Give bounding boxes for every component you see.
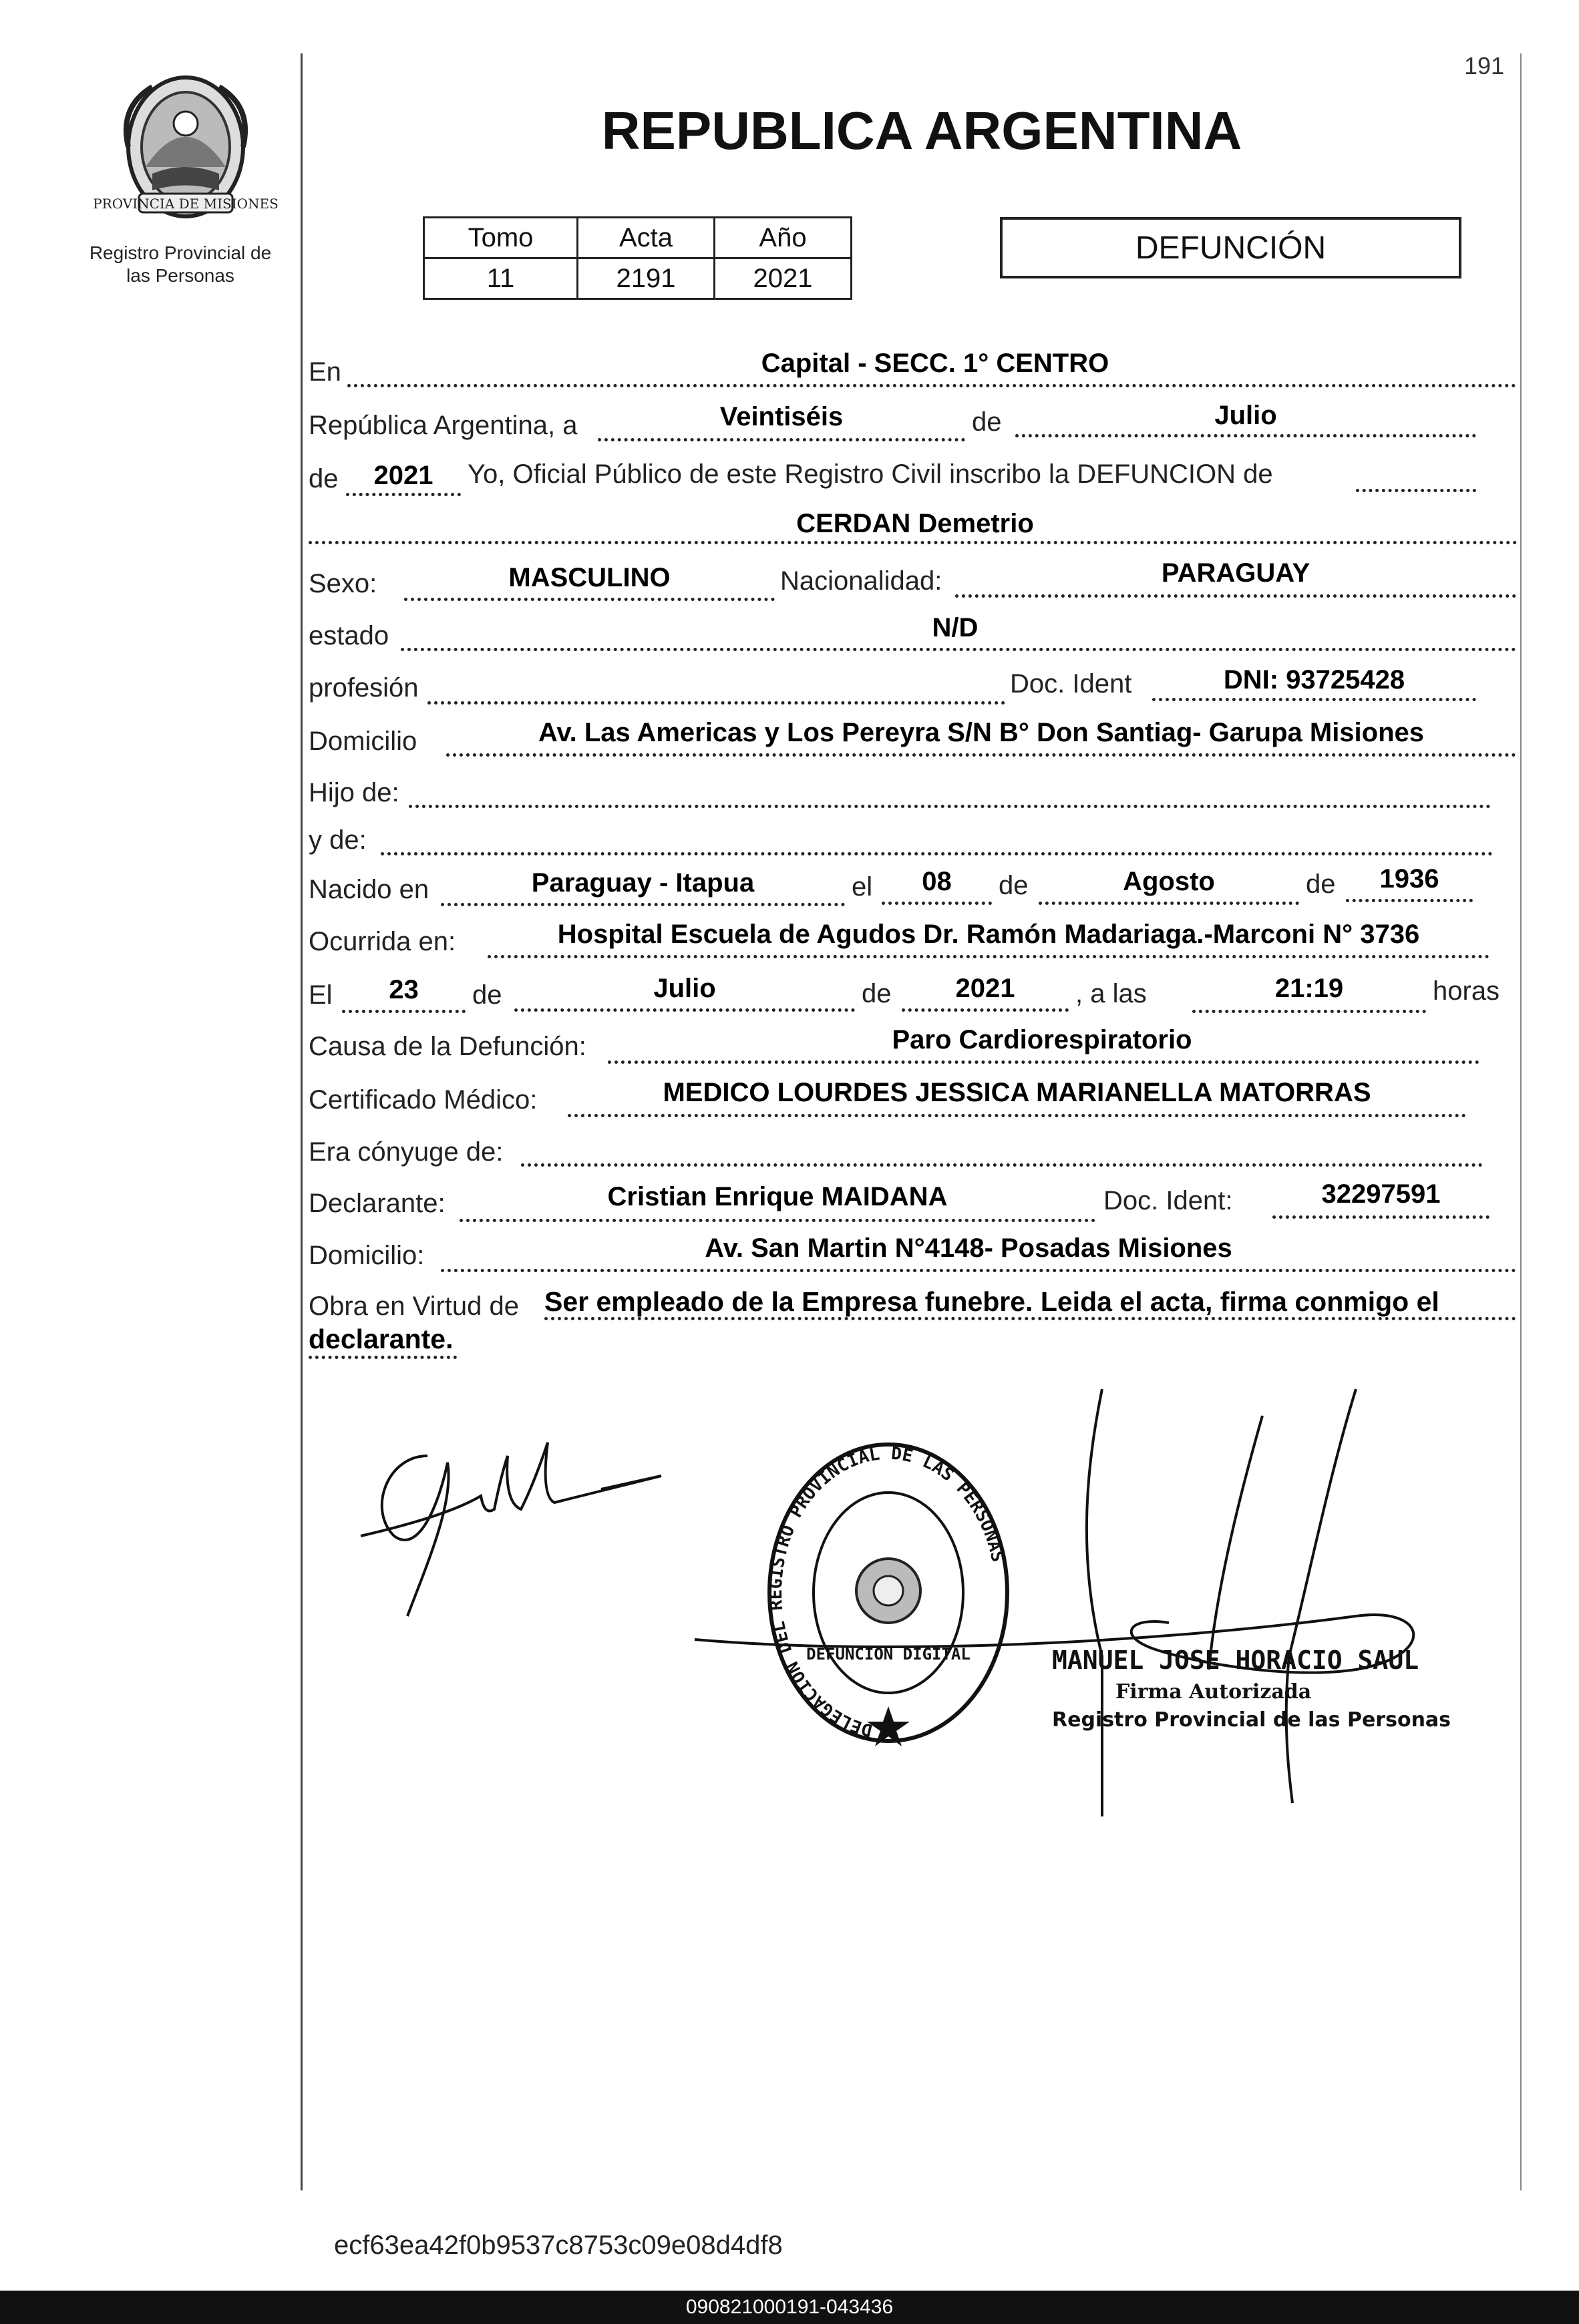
nacido-place: Paraguay - Itapua — [531, 868, 755, 898]
nacido-month-line — [1039, 902, 1299, 905]
year-prefix: de — [309, 464, 339, 494]
month-value: Julio — [1214, 401, 1277, 430]
ocurrida-label: Ocurrida en: — [309, 927, 456, 956]
declarant-signature — [347, 1416, 681, 1629]
death-de1-label: de — [472, 980, 502, 1010]
obra-label: Obra en Virtud de — [309, 1292, 520, 1321]
death-month-line — [514, 1008, 855, 1012]
death-day: 23 — [389, 975, 419, 1004]
certificado-label: Certificado Médico: — [309, 1085, 538, 1115]
nacido-place-line — [441, 903, 845, 906]
official-signature — [688, 1376, 1476, 1830]
alas-label: , a las — [1075, 979, 1147, 1008]
official-org: Registro Provincial de las Personas — [1052, 1708, 1451, 1732]
doc2-label: Doc. Ident: — [1103, 1186, 1233, 1215]
year-line — [346, 493, 461, 496]
month-de-label: de — [972, 407, 1002, 437]
doc2-line — [1272, 1215, 1489, 1219]
domicilio-line — [446, 753, 1516, 757]
nacido-de1-label: de — [999, 871, 1029, 900]
doc-ident-label: Doc. Ident — [1010, 669, 1132, 699]
nacido-day-line — [882, 902, 992, 905]
value-acta: 2191 — [578, 258, 715, 299]
domicilio2-label: Domicilio: — [309, 1241, 425, 1270]
left-margin-rule — [301, 53, 303, 2190]
nacido-el-label: el — [852, 872, 873, 902]
year-value: 2021 — [373, 461, 433, 490]
name-line — [309, 541, 1518, 544]
hijo-line — [409, 805, 1491, 808]
doc-ident-line — [1152, 698, 1476, 701]
republica-label: República Argentina, a — [309, 411, 578, 440]
yde-label: y de: — [309, 825, 367, 855]
header-anio: Año — [715, 218, 852, 258]
value-anio: 2021 — [715, 258, 852, 299]
nacido-day: 08 — [922, 867, 952, 896]
causa-value: Paro Cardiorespiratorio — [892, 1025, 1192, 1054]
footer-code: 090821000191-043436 — [685, 2296, 894, 2318]
value-tomo: 11 — [424, 258, 578, 299]
estado-value: N/D — [932, 613, 979, 642]
death-el-label: El — [309, 980, 333, 1010]
en-line — [347, 384, 1516, 387]
domicilio2-line — [441, 1269, 1516, 1272]
official-name: MANUEL JOSE HORACIO SAUL — [1052, 1645, 1419, 1675]
death-day-line — [342, 1010, 466, 1013]
domicilio2-value: Av. San Martin N°4148- Posadas Misiones — [705, 1233, 1232, 1263]
nacionalidad-label: Nacionalidad: — [780, 566, 942, 596]
nacido-month: Agosto — [1123, 867, 1215, 896]
nacido-year-line — [1346, 899, 1473, 902]
domicilio-label: Domicilio — [309, 727, 417, 756]
conyuge-line — [521, 1163, 1483, 1167]
death-de2-label: de — [862, 979, 892, 1008]
record-type: DEFUNCIÓN — [1135, 230, 1327, 266]
declarante-value: Cristian Enrique MAIDANA — [607, 1182, 948, 1211]
inscribo-line — [1356, 489, 1476, 492]
page-title: REPUBLICA ARGENTINA — [601, 101, 1242, 160]
obra-line1 — [544, 1317, 1516, 1320]
registry-label-line1: Registro Provincial de — [89, 242, 272, 263]
declarante-label: Declarante: — [309, 1189, 446, 1218]
stamp-inner-text: DEFUNCION DIGITAL — [806, 1645, 971, 1664]
header-tomo: Tomo — [424, 218, 578, 258]
horas-label: horas — [1433, 976, 1500, 1006]
nacionalidad-value: PARAGUAY — [1161, 558, 1310, 588]
nacido-year: 1936 — [1379, 864, 1439, 894]
death-time: 21:19 — [1274, 974, 1344, 1003]
certificado-line — [568, 1114, 1466, 1117]
death-year-line — [902, 1008, 1069, 1012]
record-type-box — [1000, 217, 1461, 278]
registry-label-line2: las Personas — [126, 265, 234, 286]
causa-line — [608, 1060, 1479, 1064]
sexo-line — [404, 598, 775, 601]
certificado-value: MEDICO LOURDES JESSICA MARIANELLA MATORRAS — [663, 1078, 1371, 1107]
yde-line — [381, 852, 1493, 855]
profesion-line — [427, 701, 1005, 705]
deceased-name: CERDAN Demetrio — [796, 509, 1034, 538]
en-value: Capital - SECC. 1° CENTRO — [761, 349, 1109, 378]
registry-label — [73, 242, 287, 287]
province-seal — [93, 67, 279, 220]
causa-label: Causa de la Defunción: — [309, 1032, 586, 1061]
death-time-line — [1192, 1010, 1426, 1013]
profesion-label: profesión — [309, 673, 419, 703]
day-value: Veintiséis — [719, 402, 844, 431]
nacido-label: Nacido en — [309, 875, 429, 904]
footer-bar — [0, 2291, 1579, 2324]
ocurrida-value: Hospital Escuela de Agudos Dr. Ramón Madariaga.-Marconi N° 3736 — [557, 920, 1420, 949]
stamp-ring-text: DELEGACION DEL REGISTRO PROVINCIAL DE LAS PERSONAS — [765, 1443, 1008, 1740]
obra-value-line1: Ser empleado de la Empresa funebre. Leida el acta, firma conmigo el — [544, 1286, 1439, 1317]
document-hash: ecf63ea42f0b9537c8753c09e08d4df8 — [334, 2231, 783, 2260]
doc-ident-value: DNI: 93725428 — [1223, 665, 1405, 695]
domicilio-value: Av. Las Americas y Los Pereyra S/N B° Don Santiag- Garupa Misiones — [538, 718, 1425, 747]
sexo-value: MASCULINO — [508, 563, 671, 592]
month-line — [1015, 434, 1476, 437]
sexo-label: Sexo: — [309, 569, 377, 598]
nacido-de2-label: de — [1306, 869, 1336, 899]
obra-line2 — [309, 1356, 457, 1359]
doc2-value: 32297591 — [1321, 1179, 1441, 1209]
obra-value-line2: declarante. — [309, 1324, 454, 1354]
right-margin-rule — [1520, 53, 1522, 2190]
en-label: En — [309, 357, 341, 387]
page-number: 191 — [1464, 52, 1505, 79]
conyuge-label: Era cónyuge de: — [309, 1137, 504, 1167]
header-acta: Acta — [578, 218, 715, 258]
seal-lettering: PROVINCIA DE MISIONES — [93, 196, 279, 212]
record-table — [423, 216, 852, 300]
official-role: Firma Autorizada — [1115, 1680, 1312, 1704]
hijo-label: Hijo de: — [309, 778, 399, 807]
nacionalidad-line — [955, 594, 1516, 598]
day-line — [598, 438, 965, 441]
death-year: 2021 — [955, 974, 1015, 1003]
estado-label: estado — [309, 621, 389, 650]
estado-line — [401, 648, 1516, 651]
ocurrida-line — [488, 955, 1489, 958]
death-month: Julio — [653, 974, 716, 1003]
inscribo-text: Yo, Oficial Público de este Registro Civil inscribo la DEFUNCION de — [468, 459, 1273, 489]
declarante-line — [460, 1219, 1095, 1222]
